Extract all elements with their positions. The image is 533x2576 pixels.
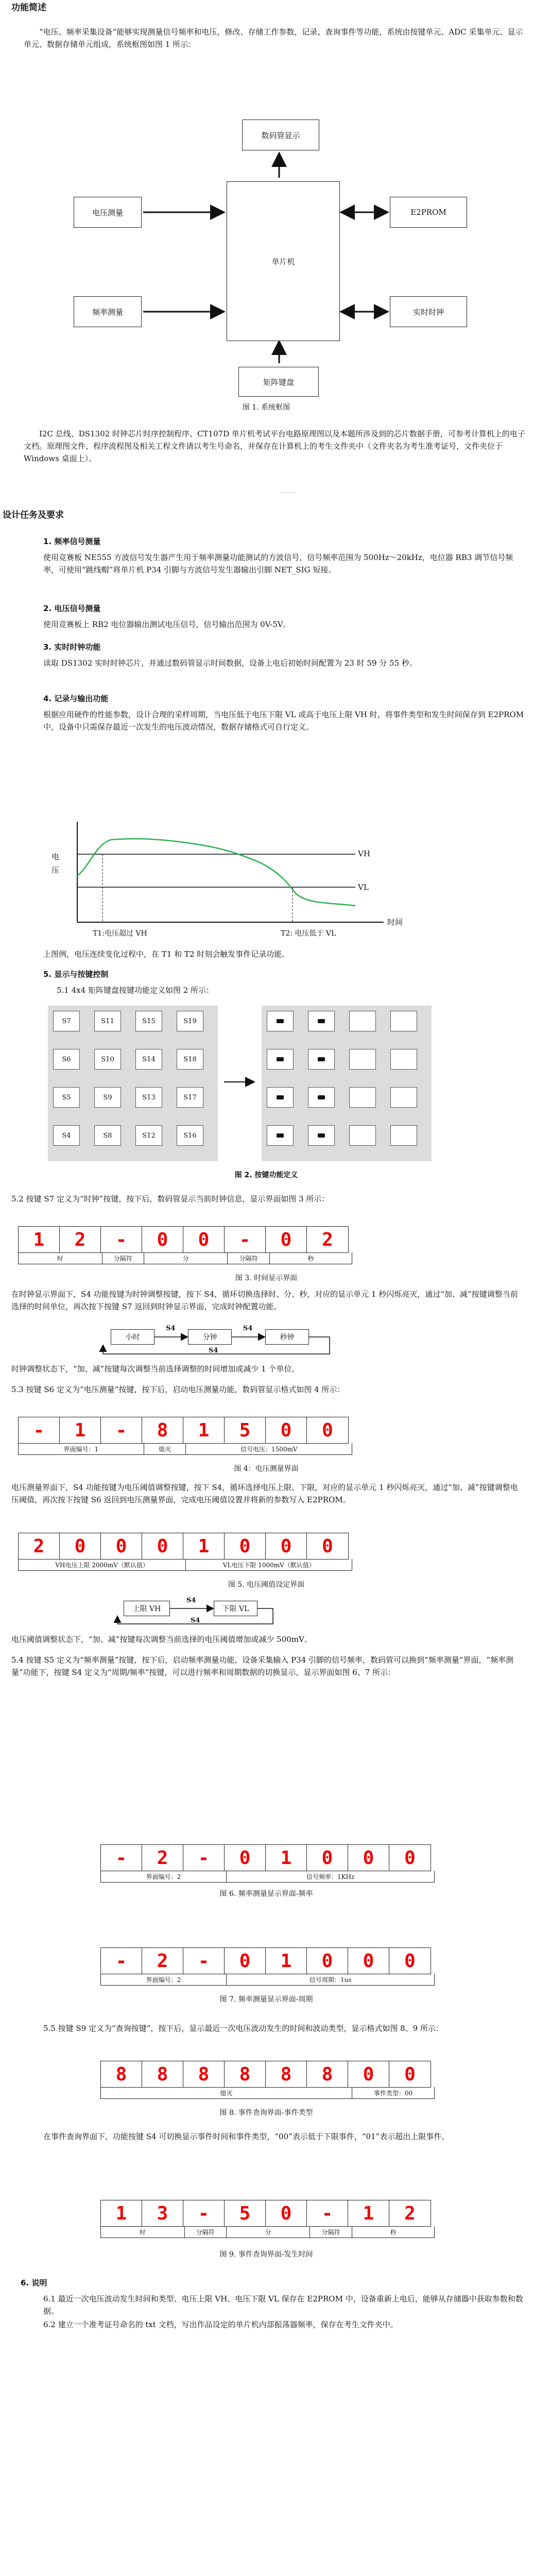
digit-label: 界面编号：2 [101, 1974, 227, 1985]
labels-fig3 [18, 1252, 352, 1264]
digit-label: 分隔符 [310, 2226, 352, 2238]
display-fig9 [100, 2200, 431, 2227]
digit-label: 分隔符 [185, 2226, 227, 2238]
block-voltage: 电压测量 [74, 197, 142, 228]
chart-vl-label: VL [358, 883, 369, 892]
digit: 0 [348, 1845, 389, 1871]
digit: - [183, 1948, 225, 1974]
block-display: 数码管显示 [242, 120, 319, 150]
key-s19: S19 [177, 1011, 203, 1031]
digit-label: VH电压上限 2000mV（默认值） [19, 1559, 186, 1570]
section-5-2-text2: 在时钟显示界面下，S4 功能按键为时钟调整按键，按下 S4，循环切换选择时、分、秒，对应的显示单元 1 秒闪烁亮灭，通过“加、减”按键调整当前选择的时间单位，再次按下按键 S7 返回到时钟显示界面，完成时钟配置功能。 [11, 1290, 518, 1311]
figure-7-caption: 图 7. 频率测量显示界面-周期 [219, 1995, 313, 2004]
figure-9-caption: 图 9. 事件查询界面-发生时间 [219, 2250, 313, 2259]
digit-label: 秒 [307, 1255, 314, 1262]
digit: 2 [60, 1227, 101, 1252]
figure-2-caption: 图 2. 按键功能定义 [234, 1171, 298, 1179]
digit: 8 [142, 2061, 183, 2087]
digit: 0 [348, 1948, 389, 1974]
figure-1-caption: 图 1. 系统框图 [242, 403, 290, 412]
block-keys: 矩阵键盘 [238, 367, 319, 397]
key-s4: S4 [53, 1125, 80, 1146]
section-5-2-text: 5.2 按键 S7 定义为“时钟”按键，按下后，数码管显示当前时钟信息，显示界面如图 3 所示： [11, 1194, 330, 1204]
digit: 0 [266, 1417, 307, 1443]
labels-fig9 [100, 2226, 435, 2238]
digit-label: 信号电压：1500mV [240, 1445, 298, 1453]
notes-title: 6. 说明 [21, 2278, 47, 2287]
task-4-title: 4. 记录与输出功能 [43, 694, 109, 703]
flow-clock-key3: S4 [209, 1347, 218, 1354]
digit: - [101, 1417, 142, 1443]
digit: - [101, 1227, 142, 1252]
digit: 0 [404, 2063, 416, 2085]
digit: 0 [266, 1533, 307, 1559]
section-5-4-text: 5.4 按键 S5 定义为“频率测量”按键，按下后，启动频率测量功能，设备采集输入 P34 引脚的信号频率，数码管可以换到“频率测量”界面，“频率测量”功能下，按键 S4 定义为“周期/频率”按键，可以进行频率和周期数据的切换显示，显示界面如图 6、7 所示： [11, 1655, 514, 1677]
flow-voltage [0, 1597, 533, 1638]
digit: - [183, 2200, 225, 2226]
digit: 1 [266, 1845, 307, 1871]
key-s16: S16 [177, 1125, 203, 1146]
task-3-title: 3. 实时时钟功能 [43, 642, 101, 652]
digit: 0 [142, 1227, 183, 1252]
digit: 1 [266, 1948, 307, 1974]
digit: 0 [404, 1950, 416, 1972]
display-fig5 [18, 1533, 349, 1560]
section-5-5-text: 5.5 按键 S9 定义为“查询按键”，按下后，显示最近一次电压波动发生的时间和波动类型，显示格式如图 8、9 所示： [43, 2024, 443, 2033]
digit: 8 [101, 2061, 142, 2087]
block-e2prom: E2PROM [390, 197, 467, 228]
key-s10: S10 [94, 1049, 121, 1070]
figure-6-caption: 图 6. 频率测量显示界面-频率 [219, 1890, 313, 1898]
section-5-3-text3: 电压阈值调整状态下，“加、减”按键每次调整当前选择的电压阈值增加或减少 500mV。 [11, 1635, 312, 1644]
flow-clock-key2: S4 [243, 1325, 253, 1332]
digit: 0 [307, 1948, 348, 1974]
block-rtc: 实时时钟 [390, 296, 467, 327]
labels-fig5 [18, 1559, 352, 1571]
intro-paragraph: “电压、频率采集设备”能够实现测量信号频率和电压，修改、存储工作参数，记录、查询事件等功能，系统由按键单元、ADC 采集单元、显示单元、数据存储单元组成，系统框图如图 1 所示： [24, 27, 523, 49]
digit: 0 [266, 2200, 307, 2226]
flow-clock-second: 秒钟 [265, 1329, 309, 1345]
task-4-body: 根据应用硬件的性能参数，设计合理的采样周期，当电压低于电压下限 VL 或高于电压上限 VH 时，将事件类型和发生时间保存到 E2PROM 中，设备中只需保存最近一次发生的电压波动情况，数据存储格式可自行定义。 [43, 710, 524, 732]
digit: 2 [404, 2202, 416, 2224]
labels-fig4 [18, 1443, 352, 1455]
digit: 8 [307, 2061, 348, 2087]
digit: 0 [183, 1227, 225, 1252]
digit: 0 [348, 2061, 389, 2087]
flow-voltage-low: 下限 VL [214, 1601, 257, 1616]
digit-label: 分 [227, 2226, 311, 2238]
chart-xlabel: 时间 [387, 918, 403, 927]
chart-t1-label: T1:电压超过 VH [93, 929, 147, 938]
flow-clock-key1: S4 [166, 1325, 176, 1332]
digit-label: 分隔符 [102, 1252, 144, 1264]
display-fig7 [100, 1947, 431, 1974]
task-4-after: 上图例，电压连续变化过程中，在 T1 和 T2 时刻会触发事件记录功能。 [43, 950, 290, 959]
digit: - [101, 1845, 142, 1871]
digit-label: VL电压下限 1000mV（默认值） [222, 1561, 315, 1569]
key-s17: S17 [177, 1087, 203, 1108]
digit: 2 [142, 1845, 183, 1871]
display-fig3 [18, 1226, 349, 1253]
digit-label: 事件类型：00 [373, 2089, 413, 2097]
section-5-3-text2: 电压测量界面下，S4 功能按键为电压阈值调整按键，按下 S4，循环选择电压上限、下限，对应的显示单元 1 秒闪烁亮灭，通过“加、减”按键调整电压阈值，再次按下按键 S6 返回到电压测量界面，完成电压阈值设置并将新的参数写入 E2PROM。 [11, 1483, 518, 1504]
labels-fig6 [100, 1871, 435, 1883]
digit: 0 [225, 1948, 266, 1974]
digit: 0 [307, 1845, 348, 1871]
digit: 0 [225, 1533, 266, 1559]
heading-tasks: 设计任务及要求 [3, 510, 64, 520]
section-5-5-text2: 在事件查询界面下，功能按键 S4 可切换显示事件时间和事件类型，“00”表示低于下限事件，“01”表示超出上限事件。 [43, 2132, 450, 2141]
key-s14: S14 [135, 1049, 162, 1070]
key-s13: S13 [135, 1087, 162, 1108]
flow-voltage-key2: S4 [191, 1617, 200, 1624]
task-5-1-text: 5.1 4x4 矩阵键盘按键功能定义如图 2 所示： [57, 986, 214, 995]
digit: 1 [183, 1417, 225, 1443]
flow-clock-hour: 小时 [111, 1329, 154, 1345]
digit-label: 秒 [390, 2228, 397, 2236]
display-fig6 [100, 1844, 431, 1871]
heading-overview: 功能简述 [11, 3, 46, 13]
chart-t2-label: T2: 电压低于 VL [281, 929, 336, 938]
flow-voltage-key1: S4 [186, 1597, 196, 1604]
digit: 5 [225, 2200, 266, 2226]
keypad-figure [0, 0, 533, 1236]
digit: 8 [266, 2061, 307, 2087]
task-2-body: 使用竞赛板上 RB2 电位器输出测试电压信号，信号输出范围为 0V-5V。 [43, 620, 291, 629]
keypad-arrow [0, 0, 533, 1236]
block-mcu: 单片机 [227, 181, 340, 341]
digit: 1 [60, 1417, 101, 1443]
key-s7: S7 [53, 1011, 80, 1031]
digit-label: 熄灭 [144, 1443, 186, 1454]
digit: 1 [101, 2200, 142, 2226]
digit: 1 [183, 1533, 225, 1559]
task-3-body: 读取 DS1302 实时时钟芯片，并通过数码管显示时间数据，设备上电后初始时间配置为 23 时 59 分 55 秒。 [43, 658, 417, 668]
digit: 0 [142, 1533, 183, 1559]
digit: 8 [225, 2061, 266, 2087]
digit: - [183, 1845, 225, 1871]
para-references: I2C 总线、DS1302 时钟芯片时序控制程序、CT107D 单片机考试平台电路原理图以及本题所涉及到的芯片数据手册，可参考计算机上的电子文档。原理图文件、程序流程图及相关工程文件请以考生号命名，并保存在计算机上的考生文件夹中（文件夹名为考生准考证号，文件夹位于 Windows 桌面上）。 [24, 429, 525, 463]
key-s6: S6 [53, 1049, 80, 1070]
note-6-2: 6.2 建立一个准考证号命名的 txt 文档，写出作品设定的单片机内部振荡器频率，保存在考生文件夹中。 [43, 2320, 398, 2329]
digit: 0 [60, 1533, 101, 1559]
task-1-body: 使用竞赛板 NE555 方波信号发生器产生用于频率测量功能测试的方波信号，信号频率范围为 500Hz～20kHz，电位器 RB3 调节信号频率，可使用“跳线帽”将单片机 P34 引脚与方波信号发生器输出引脚 NET_SIG 短接。 [43, 553, 513, 574]
digit: 2 [19, 1533, 60, 1559]
key-s8: S8 [94, 1125, 121, 1146]
section-5-3-text: 5.3 按键 S6 定义为“电压测量”按键，按下后，启动电压测量功能，数码管显示格式如图 4 所示： [11, 1385, 345, 1394]
figure-8-caption: 图 8. 事件查询界面-事件类型 [219, 2109, 313, 2117]
note-6-1: 6.1 最近一次电压波动发生时间和类型、电压上限 VH、电压下限 VL 保存在 E2PROM 中，设备重新上电后，能够从存储器中获取参数和数据。 [43, 2294, 523, 2316]
digit: 0 [322, 1535, 333, 1557]
labels-fig8 [100, 2087, 435, 2099]
digit: 1 [19, 1227, 60, 1252]
digit: 3 [142, 2200, 183, 2226]
key-s15: S15 [135, 1011, 162, 1031]
digit-label: 界面编号：2 [101, 1871, 227, 1882]
digit: 1 [348, 2200, 389, 2226]
digit: 0 [225, 1845, 266, 1871]
digit-label: 界面编号：1 [19, 1443, 144, 1454]
key-s9: S9 [94, 1087, 121, 1108]
key-s5: S5 [53, 1087, 80, 1108]
block-freq: 频率测量 [74, 296, 142, 327]
figure-4-caption: 图 4：电压测量界面 [234, 1465, 299, 1473]
digit-label: 信号周期：1us [309, 1976, 352, 1984]
flow-voltage-high: 上限 VH [124, 1601, 170, 1616]
figure-5-caption: 图 5. 电压阈值设定界面 [228, 1581, 305, 1589]
key-s12: S12 [135, 1125, 162, 1146]
figure-3-caption: 图 3. 时间显示界面 [235, 1274, 298, 1282]
key-s18: S18 [177, 1049, 203, 1070]
digit-label: 熄灭 [101, 2087, 352, 2098]
digit: 0 [322, 1419, 333, 1441]
digit-label: 分 [144, 1252, 228, 1264]
flow-clock-minute: 分钟 [188, 1329, 232, 1345]
chart-ylabel: 电压 [51, 852, 60, 875]
digit: - [19, 1417, 60, 1443]
display-fig8 [100, 2061, 431, 2088]
digit: - [307, 2200, 348, 2226]
digit: 2 [142, 1948, 183, 1974]
digit-label: 时 [101, 2226, 185, 2238]
key-s11: S11 [94, 1011, 121, 1031]
digit: 8 [142, 1417, 183, 1443]
display-fig4 [18, 1417, 349, 1444]
digit: 5 [225, 1417, 266, 1443]
chart-vh-label: VH [358, 849, 370, 858]
digit: 2 [322, 1229, 333, 1250]
digit: 0 [404, 1847, 416, 1869]
digit: 0 [101, 1533, 142, 1559]
task-5-title: 5. 显示与按键控制 [43, 970, 109, 979]
digit-label: 分隔符 [228, 1252, 269, 1264]
digit: 8 [183, 2061, 225, 2087]
digit-label: 信号频率：1KHz [306, 1873, 355, 1880]
digit: 0 [266, 1227, 307, 1252]
digit: - [101, 1948, 142, 1974]
section-5-2-text3: 时钟调整状态下，“加、减”按键每次调整当前选择调整的时间增加或减少 1 个单位。 [11, 1364, 300, 1374]
digit: - [225, 1227, 266, 1252]
labels-fig7 [100, 1974, 435, 1986]
digit-label: 时 [19, 1252, 102, 1264]
task-1-title: 1. 频率信号测量 [43, 537, 101, 546]
task-2-title: 2. 电压信号测量 [43, 604, 101, 613]
